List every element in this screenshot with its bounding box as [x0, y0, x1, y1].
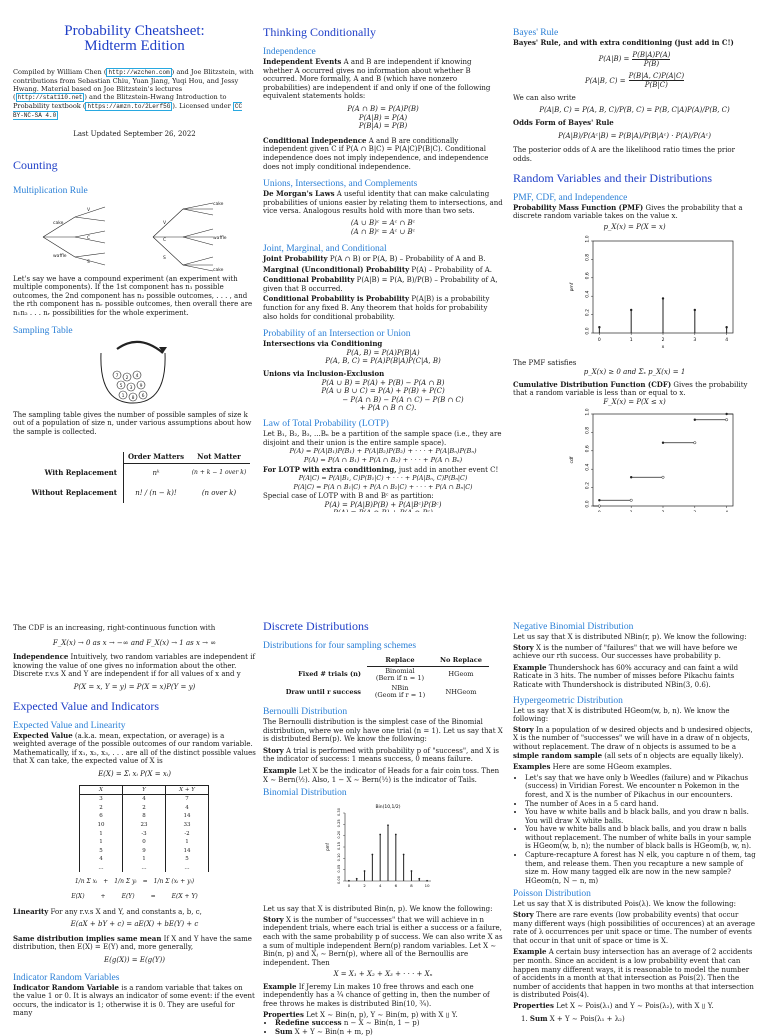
cdf-chart [565, 408, 745, 528]
binom-point [387, 824, 389, 826]
cdf-properties: The CDF is an increasing, right-continuous function with [13, 624, 216, 632]
svg-text:6: 6 [141, 393, 145, 399]
tree-mid-s2: S [163, 255, 166, 261]
page-1 [0, 0, 768, 512]
table-cell: -2 [166, 830, 209, 839]
ev-sums-2: E(X) + E(Y) = E(X + Y) [71, 893, 198, 901]
list-item: • The number of Aces in a 5 card hand. [525, 800, 756, 809]
heading-indicator-rvs: Indicator Random Variables [13, 972, 120, 983]
x-tick-label: 2 [661, 338, 665, 344]
y-tick-label: 0.20 [337, 830, 341, 839]
bayes-equation-1: P(A|B) = $\frac{P(B|A)P(A)}{P(B)}$ [598, 50, 671, 69]
binomial-story: Story X is the number of "successes" that we will achieve in n independent trials, where each trial is either a success or a failure, each with the same probability p of success. We can also write X as a sum of multiple independent Bern(p) random variables. Let X ∼ Bin(n, p) and Xⱼ ∼ Bern(p), where all of the Bernoullis are independent. Then [263, 914, 503, 967]
sampling-cell-1-1: nᵏ [124, 463, 189, 483]
lotp-special-equations: P(A) = P(A|B)P(B) + P(A|Bᶜ)P(Bᶜ) [324, 500, 442, 509]
bernoulli-example: Example Let X be the indicator of Heads for a fair coin toss. Then X ∼ Bern(½). Also, 1 − X ∼ Bern(½) is the indicator of Tails. [263, 765, 500, 784]
y-tick-label: 0.00 [337, 876, 341, 885]
svg-text:7: 7 [115, 373, 119, 379]
heading-lotp: Law of Total Probability (LOTP) [263, 419, 389, 429]
cdf-open-point [725, 419, 727, 421]
binomial-properties: Properties Let X ∼ Bin(n, p), Y ∼ Bin(m, p) with X ⫫ Y. [263, 1009, 458, 1019]
table-row [80, 830, 209, 839]
heading-negative-binomial: Negative Binomial Distribution [513, 622, 634, 632]
tree-mid-s: S [87, 259, 90, 265]
table-row [80, 821, 209, 830]
linearity-equation: E(aX + bY + c) = aE(X) + bE(Y) + c [70, 920, 199, 929]
binomial-sum-equation: X = X₁ + X₂ + X₃ + · · · + Xₙ [333, 970, 433, 979]
sampling-cell-2-2: (n over k) [201, 489, 237, 498]
binom-point [403, 854, 405, 856]
pmf-point [694, 309, 696, 311]
binom-point [364, 870, 366, 872]
binom-point [395, 834, 397, 836]
pmf-text: Probability Mass Function (PMF) Gives the probability that a discrete random variable takes on the value x. [513, 202, 743, 221]
pois-text: Let us say that X is distributed Pois(λ). We know the following: [513, 900, 737, 909]
svg-text:4: 4 [135, 373, 139, 379]
link-amzn[interactable]: https://amzn.to/2Lerf5G [87, 103, 171, 110]
intersections-conditioning: Intersections via Conditioning [263, 339, 383, 349]
distributions-table: Replace No Replace Fixed # trials (n) Binomial (Bern if n = 1) HGeom Draw until r success NBin (Geom if r = 1) NHGeom [281, 656, 489, 701]
heading-expected-value: Expected Value and Indicators [13, 698, 160, 713]
pmf-point [630, 309, 632, 311]
y-tick-label: 0.05 [337, 864, 341, 873]
hgeom-story: Story In a population of w desired objects and b undesired objects, X is the number of "successes" we will have in a draw of n objects, without replacement. The draw of n objects is assumed to be a simple random sample (all sets of n objects are equally likely). [513, 724, 753, 760]
table-cell: 23 [123, 821, 166, 830]
indicator-text: Indicator Random Variable is a random variable that takes on the value 1 or 0. It is always an indicator of some event: if the event occurs, the indicator is 1; otherwise it is 0. They are useful for many [13, 982, 255, 1018]
sampling-cell-1-2: (n + k − 1 over k) [191, 469, 247, 477]
expected-value-text: Expected Value (a.k.a. mean, expectation, or average) is a weighted average of the possible outcomes of our random variable. Mathematically, if x₁, x₂, x₃, . . . are all of the distinct possible values that X can take, the expected value of X is [13, 730, 256, 766]
x-tick-label: 6 [394, 883, 398, 889]
binom-point [418, 878, 420, 880]
binom-point [348, 880, 350, 882]
nbin-text: Let us say that X is distributed NBin(r, p). We know the following: [513, 633, 747, 641]
bernoulli-story: Story A trial is performed with probability p of "success", and X is the indicator of success: 1 means success, 0 means failure. [263, 745, 499, 764]
sampling-cell-2-1: n! / (n − k)! [124, 483, 189, 503]
demorgan-text: De Morgan's Laws A useful identity that can make calculating probabilities of unions easier by relating them to intersections, and vice versa. Analogous results hold with more than two sets. [263, 189, 503, 216]
binom-point [379, 834, 381, 836]
binomial-properties-list [263, 1019, 503, 1036]
pmf-satisfies: The PMF satisfies [513, 359, 577, 368]
heading-joint-marginal: Joint, Marginal, and Conditional [263, 244, 387, 255]
heading-thinking-conditionally: Thinking Conditionally [263, 25, 376, 39]
page1-column-2 [263, 0, 503, 512]
pmf-point [725, 326, 727, 328]
y-axis-label: pmf [570, 282, 575, 292]
same-dist-text: Same distribution implies same mean If X and Y have the same distribution, then E(X) = E(Y) and, more generally, [13, 933, 252, 952]
table-cell: 5 [166, 855, 209, 864]
x-tick-label: 8 [410, 883, 413, 889]
link-license[interactable]: CC BY-NC-SA 4.0 [13, 103, 243, 119]
table-row [80, 804, 209, 813]
binom-point [356, 878, 358, 880]
x-tick-label: 4 [725, 338, 729, 344]
page2-column-1 [13, 512, 256, 1024]
table-cell: ... [166, 864, 209, 873]
lotp-text: Let B₁, B₂, B₃, ...Bₙ be a partition of the sample space (i.e., they are disjoint and their union is the entire sample space). [263, 430, 502, 447]
tree-leaf-waffle: waffle [213, 235, 227, 241]
x-tick-label: 1 [629, 338, 633, 344]
conditional-independence-text: Conditional Independence A and B are conditionally independent given C if P(A ∩ B|C) = P(A|C)P(B|C). Conditional independence does not imply independence, and independence does not imply conditional independence. [263, 135, 489, 171]
chart-title: Bin(10,1/2) [375, 805, 401, 811]
independence-equations: P(A ∩ B) = P(A)P(B) P(A|B) = P(A) P(B|A) = P(B) [347, 104, 419, 131]
heading-sampling-table: Sampling Table [13, 325, 73, 336]
heading-binomial: Binomial Distribution [263, 788, 347, 799]
pmf-equation: p_X(x) = P(X = x) [603, 222, 666, 231]
x-tick-label: 3 [693, 338, 697, 344]
hgeom-examples: Examples Here are some HGeom examples. [513, 762, 672, 772]
same-dist-equation: E(g(X)) = E(g(Y)) [104, 956, 165, 965]
lotp-extra-text: For LOTP with extra conditioning, just add in another event C! [263, 465, 499, 475]
list-item: • You have w white balls and b black balls, and you draw n balls. You will draw X white balls. [525, 808, 756, 825]
table-cell: 33 [166, 821, 209, 830]
hgeom-examples-list [513, 774, 756, 886]
lotp-extra-equations: P(A|C) = P(A|B₁, C)P(B₁|C) + · · · + P(A|Bₙ, C)P(Bₙ|C) P(A|C) = P(A ∩ B₁|C) + P(A ∩ B₂|C) + · · · + P(A ∩ Bₙ|C) [293, 474, 473, 491]
svg-text:3: 3 [129, 385, 133, 391]
tree-label-cake: cake [53, 220, 64, 226]
heading-poisson: Poisson Distribution [513, 889, 591, 900]
last-updated: Last Updated September 26, 2022 [73, 130, 196, 138]
table-cell: 1 [80, 830, 123, 839]
binomial-chart [323, 801, 443, 901]
table-cell: 4 [80, 855, 123, 864]
y-tick-label: 0.30 [337, 808, 341, 817]
svg-text:2: 2 [125, 375, 129, 381]
joint-lines: Joint Probability P(A ∩ B) or P(A, B) – Probability of A and B. Marginal (Unconditional) Probability P(A) – Probability of A. Conditional Probability P(A|B) = P(A, B)/P(B) – Probability of A, given that B occurred. Conditional Probability is Probability P(A|B) is a probability function for any fixed B. Any theorem that holds for probability also holds for conditional probability. [263, 254, 498, 321]
y-tick-label: 0.4 [585, 463, 591, 472]
pmf-satisfies-equation: p_X(x) ≥ 0 and Σₓ p_X(x) = 1 [583, 367, 686, 376]
tree-leaf-cake-1: cake [213, 201, 224, 207]
demorgan-equations: (A ∪ B)ᶜ = Aᶜ ∩ Bᶜ (A ∩ B)ᶜ = Aᶜ ∪ Bᶜ [350, 218, 416, 236]
cdf-open-point [662, 476, 664, 478]
pmf-chart [565, 235, 745, 355]
x-tick-label: 0 [347, 883, 351, 889]
intersection-equations: P(A, B) = P(A)P(B|A) P(A, B, C) = P(A)P(B|A)P(C|A, B) [325, 348, 441, 366]
page2-column-3 [513, 512, 756, 1024]
lotp-special-text: Special case of LOTP with B and Bᶜ as partition: [263, 492, 434, 501]
sampling-row-with: With Replacement [44, 468, 117, 478]
independent-events-text: Independent Events A and B are independent if knowing whether A occurred gives no information about whether B occurred. More formally, A and B (which have nonzero probabilities) are independent if and only if one of the following equivalent statements holds: [263, 57, 491, 101]
cdf-open-point [598, 505, 600, 507]
cheatsheet-title [13, 24, 256, 54]
y-tick-label: 0.6 [585, 272, 591, 280]
sampling-row-without: Without Replacement [31, 488, 117, 498]
sampling-head-order: Order Matters [124, 452, 189, 463]
table-row [80, 812, 209, 821]
y-tick-label: 1.0 [585, 235, 591, 243]
nbin-story: Story X is the number of "failures" that we will have before we achieve our rth success. Our successes have probability p. [513, 642, 738, 661]
tree-mid-c: C [87, 235, 91, 241]
y-tick-label: 0.15 [337, 842, 341, 851]
table-cell: 10 [80, 821, 123, 830]
pmf-point [662, 298, 664, 300]
heading-intersection-union: Probability of an Intersection or Union [263, 329, 411, 340]
table-row [80, 855, 209, 864]
heading-discrete-distributions: Discrete Distributions [263, 619, 369, 633]
table-cell: 14 [166, 847, 209, 856]
table-row [80, 864, 209, 873]
rv-independence-text: Independence Intuitively, two random variables are independent if knowing the value of one gives no information about the other. Discrete r.v.s X and Y are independent if for all values of x and y [13, 652, 256, 679]
y-tick-label: 0.6 [585, 445, 591, 453]
cdf-closed-point [662, 442, 664, 444]
table-cell: 0 [123, 838, 166, 847]
heading-ev-linearity: Expected Value and Linearity [13, 720, 126, 731]
union-equations: P(A ∪ B) = P(A) + P(B) − P(A ∩ B) P(A ∪ B ∪ C) = P(A) + P(B) + P(C) − P(A ∩ B) − P(A ∩ C) − P(B ∩ C) + P(A ∩ B ∩ C). [321, 378, 464, 413]
bayes-also-write: We can also write [513, 93, 576, 102]
tree-label-waffle: waffle [53, 253, 67, 259]
list-item: • You have w white balls and b black balls, and you draw n balls without replacement. The number of white balls in your sample is HGeom(w, b, n); the number of black balls is HGeom(b, w, n). [525, 825, 756, 851]
cdf-open-point [694, 442, 696, 444]
pois-sum-item: 1. Sum X + Y ∼ Pois(λ₁ + λ₂) [521, 1013, 625, 1023]
table-cell: 2 [123, 804, 166, 813]
table-cell: 4 [123, 795, 166, 804]
cdf-closed-point [598, 499, 600, 501]
heading-counting: Counting [13, 157, 58, 172]
y-tick-label: 0.25 [337, 819, 341, 828]
page1-column-3 [513, 0, 756, 512]
y-tick-label: 0.8 [585, 427, 591, 435]
odds-form-heading: Odds Form of Bayes' Rule [513, 118, 614, 128]
cdf-closed-point [630, 476, 632, 478]
cdf-open-point [630, 499, 632, 501]
y-tick-label: 0.4 [585, 290, 591, 299]
binom-point [426, 880, 428, 882]
credits-paragraph: Compiled by William Chen ( http://wzchen.com ) and Joe Blitzstein, with contributions from Sebastian Chiu, Yuan Jiang, Yuqi Hou, and Jessy Hwang. Material based on Joe Blitzstein's lectures ( http://stat110.net ) and the Blitzstein-Hwang Introduction to Probability textbook ( https://amzn.to/2Lerf5G ). Licensed under CC BY-NC-SA 4.0 [13, 68, 254, 119]
page-2 [0, 512, 768, 1036]
bayes-equation-2: P(A|B, C) = $\frac{P(B|A, C)P(A|C)}{P(B|C)}$ [584, 71, 685, 90]
tree-mid-c2: C [163, 237, 167, 243]
expected-value-equation: E(X) = Σᵢ xᵢ P(X = xᵢ) [98, 769, 171, 778]
pois-story: Story There are rare events (low probability events) that occur many different ways (high possibilities of occurences) at an average rate of λ occurrences per unit space or time. The number of events that occur in that unit of space or time is X. [513, 910, 756, 945]
y-tick-label: 0.2 [585, 309, 591, 317]
page2-column-2 [263, 512, 503, 1036]
y-tick-label: 0.2 [585, 482, 591, 490]
pois-properties: Properties Let X ∼ Pois(λ₁) and Y ∼ Pois(λ₂), with X ⫫ Y. [513, 1000, 714, 1010]
heading-pmf-cdf: PMF, CDF, and Independence [513, 192, 628, 203]
x-tick-label: 4 [378, 883, 382, 889]
table-cell: 1 [80, 838, 123, 847]
link-wzchen[interactable]: http://wzchen.com [108, 69, 170, 76]
table-cell: 8 [123, 812, 166, 821]
cdf-text: Cumulative Distribution Function (CDF) Gives the probability that a random variable is less than or equal to x. [513, 379, 748, 398]
table-cell: 9 [123, 847, 166, 856]
heading-multiplication-rule: Multiplication Rule [13, 185, 88, 196]
cdf-equation: F_X(x) = P(X ≤ x) [603, 397, 666, 406]
sampling-table-text: The sampling table gives the number of possible samples of size k out of a population of size n, under various assumptions about how the sample is collected. [13, 410, 252, 436]
y-tick-label: 1.0 [585, 408, 591, 416]
binomial-text: Let us say that X is distributed Bin(n, p). We know the following: [263, 905, 493, 914]
list-item: • Sum X + Y ∼ Bin(n + m, p) [275, 1028, 503, 1036]
lotp-equations: P(A) = P(A|B₁)P(B₁) + P(A|B₂)P(B₂) + · · · + P(A|Bₙ)P(Bₙ) P(A) = P(A ∩ B₁) + P(A ∩ B₂) + · · · + P(A ∩ Bₙ) [289, 447, 477, 464]
x-axis-label: x [661, 345, 665, 351]
binom-point [371, 854, 373, 856]
x-tick-label: 10 [424, 883, 430, 889]
heading-random-variables: Random Variables and their Distributions [513, 170, 713, 185]
list-item: • Capture-recapture A forest has N elk, you capture n of them, tag them, and release them. Then you recapture a new sample of size m. How many tagged elk are now in the new sample? HGeom(n, N − n, m) [525, 851, 756, 885]
page1-column-1 [13, 0, 256, 512]
cdf-limits: F_X(x) → 0 as x → −∞ and F_X(x) → 1 as x → ∞ [52, 638, 217, 647]
svg-text:8: 8 [131, 395, 135, 401]
linearity-text: Linearity For any r.v.s X and Y, and constants a, b, c, [13, 906, 202, 916]
table-cell: 1 [123, 855, 166, 864]
table-row [80, 847, 209, 856]
table-row [80, 838, 209, 847]
table-cell: 1 [166, 838, 209, 847]
heading-bernoulli: Bernoulli Distribution [263, 706, 348, 717]
table-cell: -3 [123, 830, 166, 839]
cdf-closed-point [725, 413, 727, 415]
x-tick-label: 0 [597, 338, 601, 344]
heading-unions: Unions, Intersections, and Complements [263, 179, 418, 190]
plot-frame [593, 414, 733, 506]
y-axis-label: pmf [325, 843, 330, 852]
table-cell: 14 [166, 812, 209, 821]
ev-sums: 1/n Σ xᵢ + 1/n Σ yᵢ = 1/n Σ (xᵢ + yᵢ) [74, 878, 195, 886]
link-stat110[interactable]: http://stat110.net [17, 94, 83, 101]
pmf-point [598, 326, 600, 328]
tree-mid-v: V [87, 207, 91, 213]
unions-inclusion-exclusion: Unions via Inclusion-Exclusion [263, 369, 385, 379]
table-cell: 7 [166, 795, 209, 804]
y-tick-label: 0.8 [585, 254, 591, 262]
tree-mid-v2: V [163, 220, 167, 226]
table-cell: 6 [80, 812, 123, 821]
rv-independence-equation: P(X = x, Y = y) = P(X = x)P(Y = y) [73, 682, 196, 691]
svg-text:5: 5 [119, 383, 123, 389]
table-cell: ... [80, 864, 123, 873]
nbin-example: Example Thundershock has 60% accuracy and can faint a wild Raticate in 3 hits. The number of misses before Pikachu faints Raticate with Thundershock is distributed NBin(3, 0.6). [513, 662, 739, 689]
table-row [80, 795, 209, 804]
heading-hypergeometric: Hypergeometric Distribution [513, 695, 623, 706]
title-line-1: Probability Cheatsheet: [64, 23, 205, 39]
table-cell: ... [123, 864, 166, 873]
title-line-2: Midterm Edition [84, 38, 185, 54]
sampling-jar-diagram [13, 339, 256, 411]
table-cell: 3 [80, 795, 123, 804]
cdf-closed-point [694, 419, 696, 421]
multiplication-rule-text: Let's say we have a compound experiment (an experiment with multiple components). If the 1st component has n₁ possible outcomes, the 2nd component has n₂ possible outcomes, . . . , and the rth component has nᵣ possible outcomes, then overall there are n₁n₂ . . . nᵣ possibilities for the whole experiment. [13, 274, 253, 317]
y-tick-label: 0.0 [585, 500, 591, 508]
tree-leaf-cake-2: cake [213, 267, 224, 273]
y-tick-label: 0.0 [585, 327, 591, 335]
svg-text:9: 9 [139, 383, 143, 389]
table-cell: 4 [166, 804, 209, 813]
odds-equation: P(A|B)/P(Aᶜ|B) = P(B|A)/P(B|Aᶜ) · P(A)/P(Aᶜ) [558, 131, 711, 140]
heading-four-schemes: Distributions for four sampling schemes [263, 641, 417, 651]
binomial-example: Example If Jeremy Lin makes 10 free throws and each one independently has a ¾ chance of getting in, then the number of free throws he makes is distributed Bin(10, ¾). [263, 981, 490, 1009]
sampling-head-notmatter: Not Matter [188, 452, 250, 463]
svg-text:1: 1 [121, 393, 125, 399]
bernoulli-text: The Bernoulli distribution is the simplest case of the Binomial distribution, where we only have one trial (n = 1). Let us say that X is distributed Bern(p). We know the following: [263, 717, 503, 744]
x-tick-label: 2 [363, 883, 366, 889]
hgeom-text: Let us say that X is distributed HGeom(w, b, n). We know the following: [513, 706, 730, 724]
y-axis-label: cdf [570, 456, 575, 464]
heading-bayes-rule: Bayes' Rule [513, 28, 559, 38]
heading-independence: Independence [263, 47, 316, 57]
sampling-table [23, 452, 250, 503]
tree-diagram [13, 199, 256, 273]
list-item: • Redefine success n − X ∼ Bin(n, 1 − p) [275, 1019, 503, 1028]
table-cell: 2 [80, 804, 123, 813]
binom-point [411, 870, 413, 872]
bayes-equation-3: P(A|B, C) = P(A, B, C)/P(B, C) = P(B, C|A)P(A)/P(B, C) [539, 105, 730, 114]
bayes-subtitle: Bayes' Rule, and with extra conditioning (just add in C!) [513, 38, 734, 47]
ev-table: X Y X + Y 3 4 7 2 2 4 6 8 14 10 23 33 1 -3 -2 1 0 1 5 9 14 4 1 5 ... ... ... [79, 785, 209, 873]
list-item: • Let's say that we have only b Weedles (failure) and w Pikachus (success) in Viridian Forest. We encounter n Pokemon in the forest, and X is the number of Pikachus in our encounters. [525, 774, 756, 800]
y-tick-label: 0.10 [337, 853, 341, 862]
table-cell: 5 [80, 847, 123, 856]
posterior-text: The posterior odds of A are the likelihood ratio times the prior odds. [513, 146, 735, 163]
pois-example: Example A certain busy intersection has an average of 2 accidents per month. Since an accident is a low probability event that can happen many different ways, it is reasonable to model the number of accidents in a month at that intersection as Pois(2). Then the number of accidents that happen in two months at that intersection is distributed Pois(4). [513, 947, 754, 1000]
